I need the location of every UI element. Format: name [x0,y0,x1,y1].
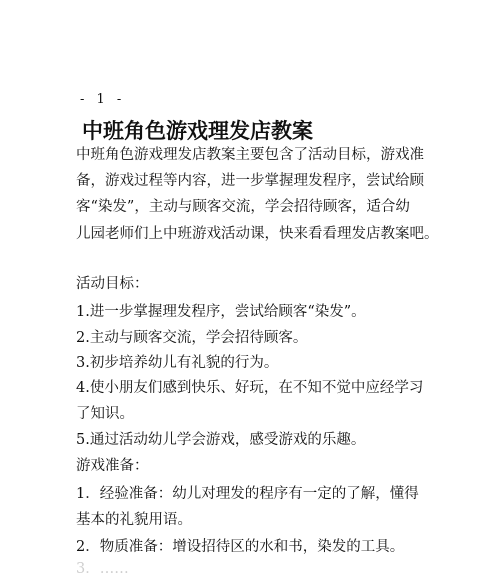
prep-line: 3．…… [76,561,129,577]
document-title: 中班角色游戏理发店教案 [82,119,313,143]
intro-line: 客“染发”，主动与顾客交流，学会招待顾客，适合幼 [76,199,410,215]
prep-line: 基本的礼貌用语。 [76,512,192,528]
goals-heading: 活动目标： [76,276,149,292]
goal-line: 3.初步培养幼儿有礼貌的行为。 [76,355,279,371]
goal-line: 1.进一步掌握理发程序，尝试给顾客“染发”。 [76,304,366,320]
goal-line: 2.主动与顾客交流，学会招待顾客。 [76,330,308,346]
prep-heading: 游戏准备： [76,458,149,474]
intro-line: 备，游戏过程等内容，进一步掌握理发程序，尝试给顾 [76,173,424,189]
prep-line: 1．经验准备：幼儿对理发的程序有一定的了解，懂得 [76,486,419,502]
intro-line: 中班角色游戏理发店教案主要包含了活动目标，游戏准 [76,147,424,163]
intro-line: 儿园老师们上中班游戏活动课，快来看看理发店教案吧。 [76,226,439,242]
prep-line: 2．物质准备：增设招待区的水和书，染发的工具。 [76,539,405,555]
goal-line: 5.通过活动幼儿学会游戏，感受游戏的乐趣。 [76,432,366,448]
goal-line: 了知识。 [76,406,134,422]
goal-line: 4.使小朋友们感到快乐、好玩，在不知不觉中应经学习 [76,380,424,396]
page-number: - 1 - [80,92,126,107]
